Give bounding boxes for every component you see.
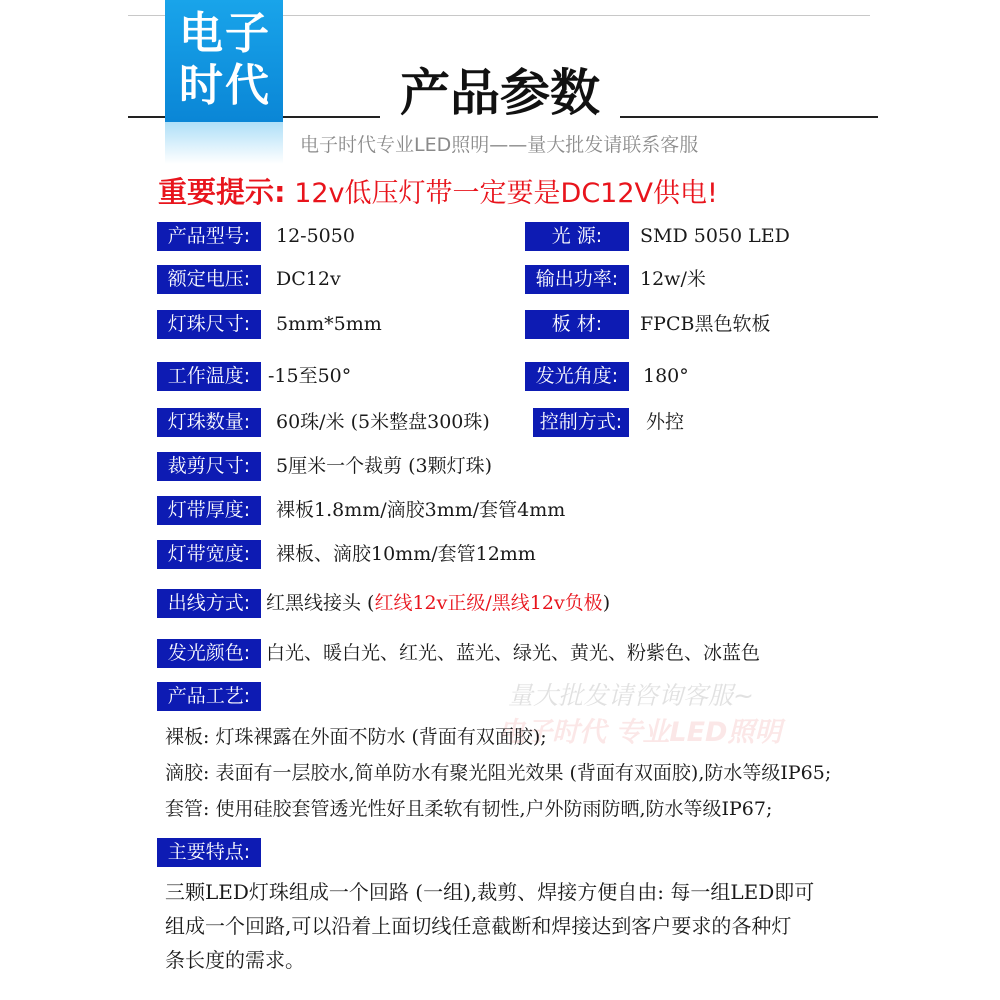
bead-size-label: 灯珠尺寸:: [157, 310, 261, 339]
width-value: 裸板、滴胶10mm/套管12mm: [276, 543, 536, 565]
bead-count-value: 60珠/米 (5米整盘300珠): [276, 411, 490, 433]
color-value: 白光、暖白光、红光、蓝光、绿光、黄光、粉紫色、冰蓝色: [266, 642, 761, 664]
wire-value: [266, 589, 610, 618]
board-value: FPCB黑色软板: [640, 313, 771, 335]
notice-text: 12v低压灯带一定要是DC12V供电!: [285, 178, 718, 209]
control-value: 外控: [646, 411, 685, 433]
craft-line-glue: 滴胶: 表面有一层胶水,简单防水有聚光阻光效果 (背面有双面胶),防水等级IP65;: [165, 762, 832, 784]
wire-value-main: 红黑线接头 (: [266, 592, 375, 614]
thickness-value: 裸板1.8mm/滴胶3mm/套管4mm: [276, 499, 566, 521]
features-label: 主要特点:: [157, 838, 261, 867]
temp-value: -15至50°: [268, 365, 352, 387]
voltage-value: DC12v: [276, 268, 341, 290]
brand-logo: [165, 0, 283, 122]
craft-line-bare: 裸板: 灯珠裸露在外面不防水 (背面有双面胶);: [165, 726, 547, 748]
model-label: 产品型号:: [157, 222, 261, 251]
light-source-label: 光 源:: [525, 222, 629, 251]
temp-label: 工作温度:: [157, 362, 261, 391]
logo-reflection: [165, 122, 283, 164]
bead-size-value: 5mm*5mm: [276, 313, 382, 335]
craft-line-sleeve: 套管: 使用硅胶套管透光性好且柔软有韧性,户外防雨防晒,防水等级IP67;: [165, 798, 773, 820]
power-label: 输出功率:: [525, 265, 629, 294]
board-label: 板 材:: [525, 310, 629, 339]
notice-label: 重要提示:: [158, 175, 286, 209]
power-value: 12w/米: [640, 268, 706, 290]
craft-label: 产品工艺:: [157, 682, 261, 711]
watermark-line-2: 电子时代 专业LED照明: [498, 717, 782, 748]
feature-line-3: 条长度的需求。: [165, 948, 305, 972]
wire-value-polarity: 红线12v正级/黑线12v负极: [374, 592, 603, 614]
cut-value: 5厘米一个裁剪 (3颗灯珠): [276, 455, 493, 477]
page-subtitle: 电子时代专业LED照明——量大批发请联系客服: [300, 134, 699, 156]
feature-line-2: 组成一个回路,可以沿着上面切线任意截断和焊接达到客户要求的各种灯: [165, 914, 792, 938]
logo-line-2: 时代: [179, 60, 271, 111]
logo-line-1: 电子: [179, 8, 271, 59]
angle-value: 180°: [643, 365, 689, 387]
light-source-value: SMD 5050 LED: [640, 225, 790, 247]
watermark-line-1: 量大批发请咨询客服~: [508, 681, 754, 710]
control-label: 控制方式:: [533, 408, 629, 437]
important-notice: [158, 170, 718, 211]
wire-value-end: ): [602, 592, 611, 614]
width-label: 灯带宽度:: [157, 540, 261, 569]
page-title: 产品参数: [380, 66, 620, 120]
wire-label: 出线方式:: [157, 589, 261, 618]
thickness-label: 灯带厚度:: [157, 496, 261, 525]
bead-count-label: 灯珠数量:: [157, 408, 261, 437]
voltage-label: 额定电压:: [157, 265, 261, 294]
color-label: 发光颜色:: [157, 639, 261, 668]
angle-label: 发光角度:: [525, 362, 629, 391]
feature-line-1: 三颗LED灯珠组成一个回路 (一组),裁剪、焊接方便自由: 每一组LED即可: [165, 880, 815, 904]
cut-label: 裁剪尺寸:: [157, 452, 261, 481]
model-value: 12-5050: [276, 225, 355, 247]
